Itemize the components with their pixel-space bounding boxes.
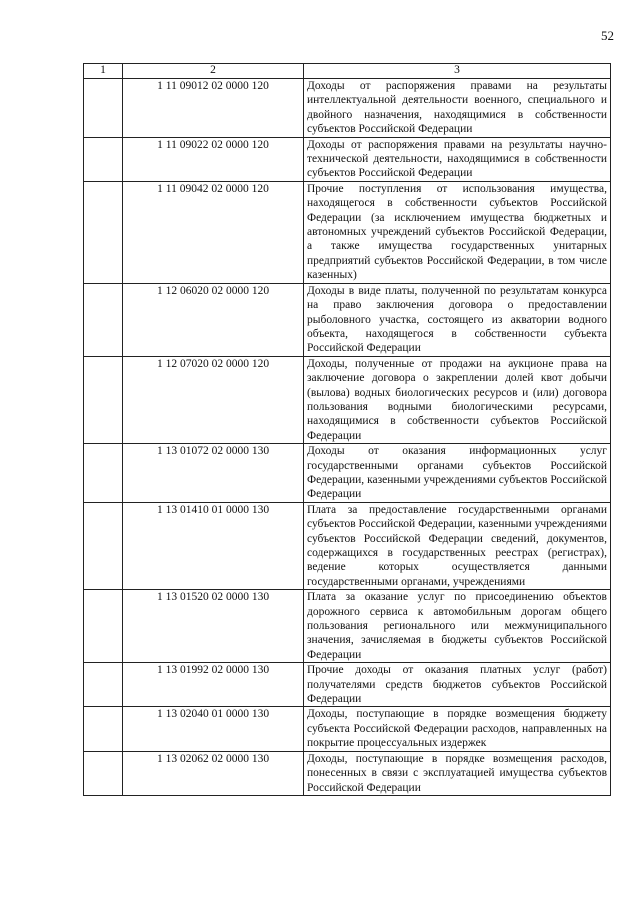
revenue-description-cell: Доходы в виде платы, полученной по результатам конкурса на право заключения договора о предоставлении рыболовного участка, состоящего из акватории водного объекта, находящегося в собственности субъекта Российской Федерации xyxy=(304,283,611,356)
revenue-description-cell: Доходы от оказания информационных услуг государственными органами субъектов Российской Федерации, казенными учреждениями субъектов Российской Федерации xyxy=(304,444,611,503)
table-row xyxy=(84,181,611,283)
row-number-cell xyxy=(84,707,123,751)
column-header-3: 3 xyxy=(304,64,611,79)
table-header-row xyxy=(84,64,611,79)
budget-code-cell: 1 13 01992 02 0000 130 xyxy=(123,663,304,707)
budget-code-cell: 1 13 01410 01 0000 130 xyxy=(123,502,304,589)
row-number-cell xyxy=(84,502,123,589)
row-number-cell xyxy=(84,283,123,356)
budget-code-cell: 1 12 07020 02 0000 120 xyxy=(123,356,304,443)
revenue-description-cell: Доходы, поступающие в порядке возмещения расходов, понесенных в связи с эксплуатацией имущества субъектов Российской Федерации xyxy=(304,751,611,795)
table-row xyxy=(84,663,611,707)
table-row xyxy=(84,502,611,589)
budget-code-cell: 1 11 09022 02 0000 120 xyxy=(123,137,304,181)
column-header-1: 1 xyxy=(84,64,123,79)
row-number-cell xyxy=(84,181,123,283)
table-row xyxy=(84,707,611,751)
table-row xyxy=(84,79,611,138)
row-number-cell xyxy=(84,356,123,443)
budget-code-cell: 1 12 06020 02 0000 120 xyxy=(123,283,304,356)
row-number-cell xyxy=(84,79,123,138)
budget-code-cell: 1 13 02062 02 0000 130 xyxy=(123,751,304,795)
page-number: 52 xyxy=(601,28,614,43)
row-number-cell xyxy=(84,444,123,503)
revenue-description-cell: Доходы, полученные от продажи на аукционе права на заключение договора о закреплении долей квот добычи (вылова) водных биологических ресурсов и (или) договора пользования водными биологическими ресурсами, находящимися в собственности субъектов Российской Федерации xyxy=(304,356,611,443)
budget-code-cell: 1 11 09042 02 0000 120 xyxy=(123,181,304,283)
revenue-description-cell: Доходы от распоряжения правами на результаты интеллектуальной деятельности военного, специального и двойного назначения, находящимися в собственности субъектов Российской Федерации xyxy=(304,79,611,138)
table-row xyxy=(84,751,611,795)
budget-code-cell: 1 13 02040 01 0000 130 xyxy=(123,707,304,751)
table-row xyxy=(84,137,611,181)
column-header-2: 2 xyxy=(123,64,304,79)
revenue-description-cell: Плата за предоставление государственными органами субъектов Российской Федерации, казенными учреждениями субъектов Российской Федерации сведений, документов, содержащихся в государственных реестрах (регистрах), ведение которых осуществляется данными государственными органами, учреждениями xyxy=(304,502,611,589)
budget-code-cell: 1 13 01072 02 0000 130 xyxy=(123,444,304,503)
row-number-cell xyxy=(84,590,123,663)
row-number-cell xyxy=(84,137,123,181)
row-number-cell xyxy=(84,663,123,707)
budget-code-cell: 1 13 01520 02 0000 130 xyxy=(123,590,304,663)
table-row xyxy=(84,356,611,443)
row-number-cell xyxy=(84,751,123,795)
revenue-description-cell: Доходы от распоряжения правами на результаты научно-технической деятельности, находящимися в собственности субъектов Российской Федерации xyxy=(304,137,611,181)
table-row xyxy=(84,444,611,503)
budget-code-cell: 1 11 09012 02 0000 120 xyxy=(123,79,304,138)
revenue-description-cell: Доходы, поступающие в порядке возмещения бюджету субъекта Российской Федерации расходов, направленных на покрытие процессуальных издержек xyxy=(304,707,611,751)
revenue-description-cell: Плата за оказание услуг по присоединению объектов дорожного сервиса к автомобильным дорогам общего пользования регионального или межмуниципального значения, зачисляемая в бюджеты субъектов Российской Федерации xyxy=(304,590,611,663)
table-row xyxy=(84,283,611,356)
revenue-codes-table xyxy=(83,63,611,796)
table-row xyxy=(84,590,611,663)
revenue-description-cell: Прочие доходы от оказания платных услуг (работ) получателями средств бюджетов субъектов Российской Федерации xyxy=(304,663,611,707)
revenue-description-cell: Прочие поступления от использования имущества, находящегося в собственности субъектов Российской Федерации (за исключением имущества бюджетных и автономных учреждений субъектов Российской Федерации, а также имущества государственных унитарных предприятий субъектов Российской Федерации, в том числе казенных) xyxy=(304,181,611,283)
